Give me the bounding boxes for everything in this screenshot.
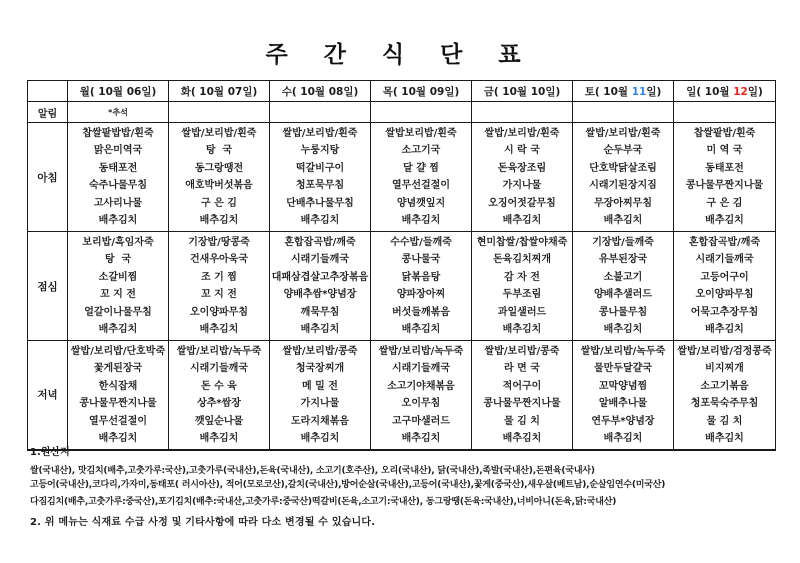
menu-item: 맑은미역국 — [93, 145, 143, 157]
menu-item: 무장아찌무침 — [594, 197, 652, 209]
meal-label-2: 저녁 — [28, 341, 68, 450]
menu-item: 물 김 치 — [706, 415, 743, 427]
meal-cell-2-0 — [68, 341, 169, 450]
menu-item: 배추김치 — [300, 215, 340, 227]
menu-item: 애호박버섯볶음 — [185, 180, 253, 192]
menu-item: 구 은 김 — [706, 197, 743, 209]
menu-item: 콩나물국 — [401, 254, 441, 266]
menu-item: 수수밥/들깨죽 — [390, 236, 452, 248]
menu-item: 쌀밥/보리밥/녹두죽 — [176, 345, 262, 357]
menu-item: 콩나물무침 — [598, 306, 648, 318]
meal-label-1: 점심 — [28, 232, 68, 341]
menu-item: 꼬 지 전 — [100, 289, 136, 301]
menu-item: 유부된장국 — [598, 254, 648, 266]
meal-row-점심 — [28, 232, 776, 341]
menu-item: 오이양파무침 — [695, 289, 754, 301]
menu-item: 쌀밥/보리밥/녹두죽 — [580, 345, 666, 357]
origin-heading: 1.원산지 — [30, 447, 70, 458]
menu-item: 동태포전 — [98, 162, 138, 174]
meal-cell-1-4 — [472, 232, 573, 341]
menu-item: 오이양파무침 — [190, 306, 248, 318]
menu-item: 콩나물무짠지나물 — [79, 398, 157, 409]
corner-cell — [28, 81, 68, 102]
weekly-menu-table — [27, 80, 776, 451]
menu-item: 물만두달걀국 — [594, 363, 652, 374]
menu-item: 깻잎순나물 — [194, 415, 244, 427]
day-header-0: 월( 10월 06일) — [68, 81, 169, 102]
menu-item: 돈육김치찌개 — [493, 254, 551, 266]
menu-item: 소고기국 — [401, 145, 441, 157]
menu-item: 배추김치 — [98, 215, 138, 227]
menu-item: 건새우아욱국 — [190, 254, 248, 266]
menu-item: 양념깻잎지 — [396, 197, 446, 209]
menu-item: 쌀밥보리밥/흰죽 — [385, 127, 457, 139]
menu-item: 쌀밥/보리밥/콩죽 — [282, 345, 358, 357]
menu-item: 배추김치 — [98, 324, 138, 336]
menu-item: 배추김치 — [401, 324, 441, 336]
menu-item: 배추김치 — [502, 433, 542, 444]
meal-cell-0-3 — [371, 123, 472, 232]
meal-cell-1-1 — [169, 232, 270, 341]
day-number-2: 08 — [328, 85, 344, 98]
menu-item: 누룽지탕 — [300, 145, 340, 157]
day-header-1: 화( 10월 07일) — [169, 81, 270, 102]
page-title: 주 간 식 단 표 — [265, 42, 535, 68]
meal-cell-0-4 — [472, 123, 573, 232]
menu-item: 배추김치 — [199, 433, 239, 444]
menu-item: 연두부*양념장 — [591, 415, 655, 427]
menu-item: 소고기야채볶음 — [387, 380, 455, 392]
meal-cell-2-6 — [674, 341, 776, 450]
day-header-3: 목( 10월 09일) — [371, 81, 472, 102]
menu-item: 깨묵무침 — [300, 306, 340, 318]
menu-item: 양파장아찌 — [396, 289, 446, 301]
menu-item: 시래기들깨국 — [190, 363, 248, 374]
meal-cell-0-2 — [270, 123, 371, 232]
menu-item: 청포묵무침 — [295, 180, 345, 192]
origin-line-3: 다짐김치(배추,고춧가루:중국산),포기김치(배추:국내산,고춧가루:중국산)떡갈비(돈육,소고기:국내산), 동그랑땡(돈육:국내산),너비아니(돈육,닭:국내산) — [30, 497, 617, 507]
menu-item: 가지나물 — [502, 180, 542, 192]
menu-item: 열무선걸절이 — [392, 180, 450, 192]
menu-item: 소불고기 — [603, 271, 643, 283]
menu-item: 쌀밥/보리밥/흰죽 — [181, 127, 257, 139]
menu-item: 오이무침 — [401, 398, 441, 409]
menu-item: 기장밥/땅콩죽 — [188, 236, 250, 248]
menu-item: 쌀밥/보리밥/검정콩죽 — [677, 345, 772, 357]
menu-item: 떡갈비구이 — [295, 162, 345, 174]
menu-item: 고사리나물 — [93, 197, 143, 209]
notice-cell-6 — [674, 102, 776, 123]
menu-item: 배추김치 — [502, 215, 542, 227]
menu-item: 혼합잡곡밥/깨죽 — [284, 236, 356, 248]
day-header-6: 일( 10월 12일) — [674, 81, 776, 102]
day-header-4: 금( 10월 10일) — [472, 81, 573, 102]
header-row — [28, 81, 776, 102]
meal-cell-1-0 — [68, 232, 169, 341]
origin-line-2: 고등어(국내산),코다리,가자미,동태포( 러시아산), 적어(모로코산),갈치(국내산),방어순살(국내산),고등어(국내산),꽃게(중국산),새우살(베트남),순살임연수(미국산) — [30, 479, 666, 490]
notice-row — [28, 102, 776, 123]
day-number-1: 07 — [227, 85, 243, 98]
menu-item: 배추김치 — [705, 433, 744, 444]
menu-item: 배추김치 — [705, 324, 744, 336]
menu-item: 고등어구이 — [700, 271, 749, 283]
notice-cell-3 — [371, 102, 472, 123]
menu-item: 배추김치 — [300, 433, 340, 444]
menu-item: 시래기들깨국 — [695, 254, 754, 266]
meal-cell-1-2 — [270, 232, 371, 341]
menu-item: 물 김 치 — [504, 415, 540, 427]
menu-item: 감 자 전 — [504, 271, 540, 283]
menu-item: 시래기된장지짐 — [589, 180, 657, 192]
meal-cell-0-0 — [68, 123, 169, 232]
menu-item: 어묵고추장무침 — [690, 306, 759, 318]
menu-item: 배추김치 — [401, 433, 441, 444]
menu-item: 배추김치 — [199, 215, 239, 227]
meal-cell-1-5 — [573, 232, 674, 341]
menu-item: 오징어젓갈무침 — [488, 197, 556, 209]
menu-item: 돈육장조림 — [497, 162, 547, 174]
menu-item: 한식잡채 — [98, 380, 138, 392]
menu-item: 찹쌀팥밥밥/흰죽 — [82, 127, 154, 139]
meal-cell-2-4 — [472, 341, 573, 450]
meal-row-저녁 — [28, 341, 776, 450]
menu-item: 시래기들깨국 — [291, 254, 349, 266]
menu-item: 가지나물 — [300, 398, 340, 409]
notice-cell-4 — [472, 102, 573, 123]
menu-item: 단호박닭살조림 — [589, 162, 657, 174]
menu-item: 상추*쌈장 — [197, 398, 241, 409]
menu-item: 미 역 국 — [706, 145, 743, 157]
origin-line-1: 쌀(국내산), 맛김치(배추,고춧가루:국산),고춧가루(국내산),돈육(국내산), 소고기(호주산), 오리(국내산), 닭(국내산),족발(국내산),돈편육(국내사) — [30, 466, 595, 476]
meal-row-아침 — [28, 123, 776, 232]
menu-item: 쌀밥/보리밥/흰죽 — [282, 127, 358, 139]
menu-item: 콩나물무짠지나물 — [483, 398, 561, 409]
menu-item: 콩나물무짠지나물 — [685, 180, 764, 192]
menu-item: 꼬 지 전 — [201, 289, 237, 301]
day-number-6: 12 — [733, 85, 748, 98]
meal-cell-0-6 — [674, 123, 776, 232]
meal-cell-0-5 — [573, 123, 674, 232]
menu-item: 알배추나물 — [598, 398, 648, 409]
menu-item: 조 기 찜 — [201, 271, 237, 283]
day-header-2: 수( 10월 08일) — [270, 81, 371, 102]
menu-item: 배추김치 — [603, 215, 643, 227]
meal-cell-2-5 — [573, 341, 674, 450]
day-number-5: 11 — [631, 85, 647, 98]
menu-item: 쌀밥/보리밥/단호박죽 — [70, 345, 166, 357]
menu-item: 달 걀 찜 — [403, 162, 439, 174]
menu-item: 적어구이 — [502, 380, 542, 392]
menu-item: 라 면 국 — [504, 363, 540, 374]
menu-item: 배추김치 — [401, 215, 441, 227]
menu-item: 탕 국 — [205, 145, 233, 157]
menu-item: 배추김치 — [98, 433, 138, 444]
menu-item: 꼬막양념찜 — [598, 380, 648, 392]
menu-item: 시래기들깨국 — [392, 363, 450, 374]
notice-cell-5 — [573, 102, 674, 123]
meal-label-0: 아침 — [28, 123, 68, 232]
menu-item: 양배추쌈*양념장 — [283, 289, 357, 301]
menu-item: 도라지채볶음 — [291, 415, 349, 427]
menu-item: 고구마샐러드 — [392, 415, 450, 427]
menu-item: 배추김치 — [199, 324, 239, 336]
footnotes — [30, 443, 790, 528]
menu-item: 쌀밥/보리밥/흰죽 — [484, 127, 560, 139]
menu-item: 청국장찌개 — [295, 363, 345, 374]
menu-item: 닭볶음탕 — [401, 271, 441, 283]
day-number-4: 10 — [530, 85, 546, 98]
menu-item: 두부조림 — [502, 289, 542, 301]
menu-item: 혼합잡곡밥/깨죽 — [688, 236, 761, 248]
menu-item: 꽃게된장국 — [93, 363, 143, 374]
menu-item: 단배추나물무침 — [286, 197, 354, 209]
menu-item: 탕 국 — [104, 254, 132, 266]
meal-cell-1-6 — [674, 232, 776, 341]
menu-item: 버섯들깨볶음 — [392, 306, 450, 318]
menu-item: 보리밥/흑임자죽 — [82, 236, 154, 248]
menu-item: 찹쌀팥밥/흰죽 — [693, 127, 756, 139]
notice-row-label: 알림 — [28, 102, 68, 123]
menu-item: 동태포전 — [705, 162, 744, 174]
day-number-0: 06 — [126, 85, 142, 98]
meal-cell-2-2 — [270, 341, 371, 450]
menu-item: 쌀밥/보리밥/흰죽 — [585, 127, 661, 139]
notice-cell-2 — [270, 102, 371, 123]
notice-cell-0: *추석 — [68, 102, 169, 123]
menu-item: 과일샐러드 — [497, 306, 547, 318]
menu-item: 대패삼겹살고추장볶음 — [271, 271, 369, 283]
menu-item: 쌀밥/보리밥/녹두죽 — [378, 345, 464, 357]
menu-item: 시 락 국 — [504, 145, 540, 157]
menu-item: 쌀밥/보리밥/콩죽 — [484, 345, 560, 357]
day-number-3: 09 — [429, 85, 445, 98]
menu-item: 배추김치 — [603, 433, 643, 444]
meal-cell-2-1 — [169, 341, 270, 450]
menu-item: 기장밥/들깨죽 — [592, 236, 654, 248]
menu-item: 배추김치 — [502, 324, 542, 336]
meal-cell-0-1 — [169, 123, 270, 232]
menu-item: 현미찹쌀/찹쌀야채죽 — [476, 236, 568, 248]
menu-item: 돈 수 육 — [201, 380, 237, 392]
menu-item: 얼갈이나물무침 — [84, 306, 152, 318]
meal-cell-1-3 — [371, 232, 472, 341]
menu-item: 배추김치 — [603, 324, 643, 336]
menu-item: 구 은 김 — [201, 197, 237, 209]
day-header-5: 토( 10월 11일) — [573, 81, 674, 102]
menu-item: 숙주나물무침 — [89, 180, 147, 192]
menu-item: 메 밀 전 — [302, 380, 338, 392]
menu-item: 열무선걸절이 — [89, 415, 147, 427]
menu-item: 소갈비찜 — [98, 271, 138, 283]
menu-item: 동그랑땡전 — [194, 162, 244, 174]
menu-item: 배추김치 — [300, 324, 340, 336]
menu-item: 순두부국 — [603, 145, 643, 157]
notice-cell-1 — [169, 102, 270, 123]
menu-item: 비지찌개 — [705, 363, 744, 374]
meal-cell-2-3 — [371, 341, 472, 450]
menu-item: 양배추샐러드 — [594, 289, 652, 301]
menu-item: 청포묵숙주무침 — [690, 398, 759, 409]
menu-item: 소고기볶음 — [700, 380, 749, 392]
change-notice: 2. 위 메뉴는 식재료 수급 사정 및 기타사항에 따라 다소 변경될 수 있습니다. — [30, 516, 376, 528]
menu-item: 배추김치 — [705, 215, 744, 227]
